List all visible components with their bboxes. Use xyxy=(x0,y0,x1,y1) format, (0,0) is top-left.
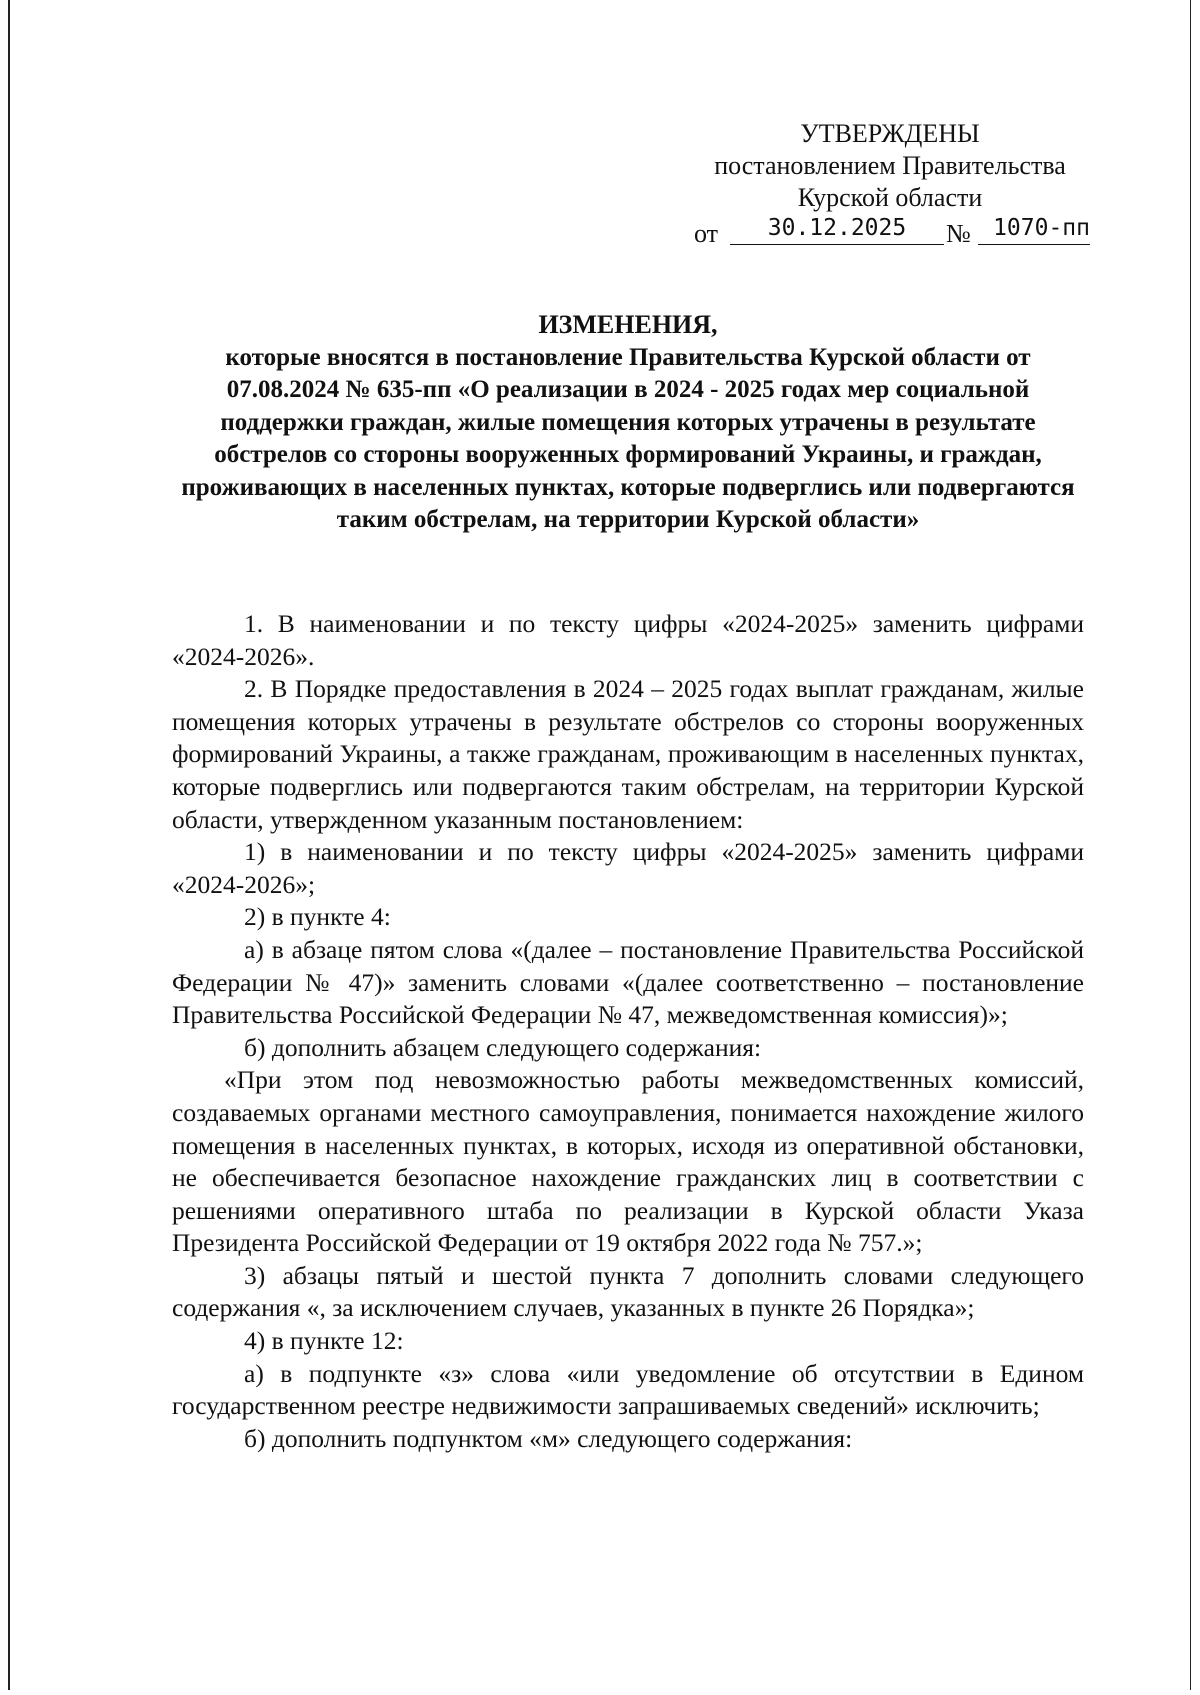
paragraph: 2) в пункте 4: xyxy=(244,902,391,932)
from-label: от xyxy=(694,219,719,248)
document-heading xyxy=(168,309,1088,537)
approval-date: 30.12.2025 xyxy=(730,214,944,245)
document-subtitle: которые вносятся в постановление Правительства Курской области от 07.08.2024 № 635-пп «О реализации в 2024 - 2025 годах мер социальной поддержки граждан, жилые помещения которых утрачены в результате обстрелов со стороны вооруженных формирований Украины, и граждан, проживающих в населенных пунктах, которые подверглись или подвергаются таким обстрелам, на территории Курской области» xyxy=(181,343,1075,533)
document-title: ИЗМЕНЕНИЯ, xyxy=(538,310,718,339)
approval-number: 1070-пп xyxy=(978,214,1090,245)
approval-region: Курской области xyxy=(797,183,983,212)
paragraph: а) в абзаце пятом слова «(далее – постановление Правительства Российской Федерации № 47)» заменить словами «(далее соответственно – постановление Правительства Российской Федерации № 47, межведомственная комиссия)»; xyxy=(172,934,1084,1030)
paragraph: 2. В Порядке предоставления в 2024 – 2025 годах выплат гражданам, жилые помещения которых утрачены в результате обстрелов со стороны вооруженных формирований Украины, а также гражданам, проживающим в населенных пунктах, которые подверглись или подвергаются таким обстрелам, на территории Курской области, утвержденном указанным постановлением: xyxy=(172,674,1084,834)
number-label: № xyxy=(946,219,971,248)
paragraph: б) дополнить абзацем следующего содержания: xyxy=(244,1032,762,1062)
approval-date-line xyxy=(690,214,1090,248)
paragraph: 1. В наименовании и по тексту цифры «2024-2025» заменить цифрами «2024-2026». xyxy=(172,609,1084,671)
paragraph: б) дополнить подпунктом «м» следующего содержания: xyxy=(244,1423,853,1453)
document-body xyxy=(172,608,1084,1455)
approval-title: УТВЕРЖДЕНЫ xyxy=(800,119,980,148)
paragraph: 4) в пункте 12: xyxy=(244,1326,404,1356)
paragraph: а) в подпункте «з» слова «или уведомление об отсутствии в Едином государственном реестре недвижимости запрашиваемых сведений» исключить; xyxy=(172,1358,1084,1421)
paragraph: 1) в наименовании и по тексту цифры «2024-2025» заменить цифрами «2024-2026»; xyxy=(172,837,1084,899)
approval-authority: постановлением Правительства xyxy=(714,151,1066,180)
quoted-paragraph: «При этом под невозможностью работы межведомственных комиссий, создаваемых органами местного самоуправления, понимается нахождение жилого помещения в населенных пунктах, в которых, исходя из оперативной обстановки, не обеспечивается безопасное нахождение гражданских лиц в соответствии с решениями оперативного штаба по реализации в Курской области Указа Президента Российской Федерации от 19 октября 2022 года № 757.»; xyxy=(172,1065,1084,1258)
approval-stamp xyxy=(690,118,1090,248)
paragraph: 3) абзацы пятый и шестой пункта 7 дополнить словами следующего содержания «, за исключением случаев, указанных в пункте 26 Порядка»; xyxy=(172,1260,1084,1323)
